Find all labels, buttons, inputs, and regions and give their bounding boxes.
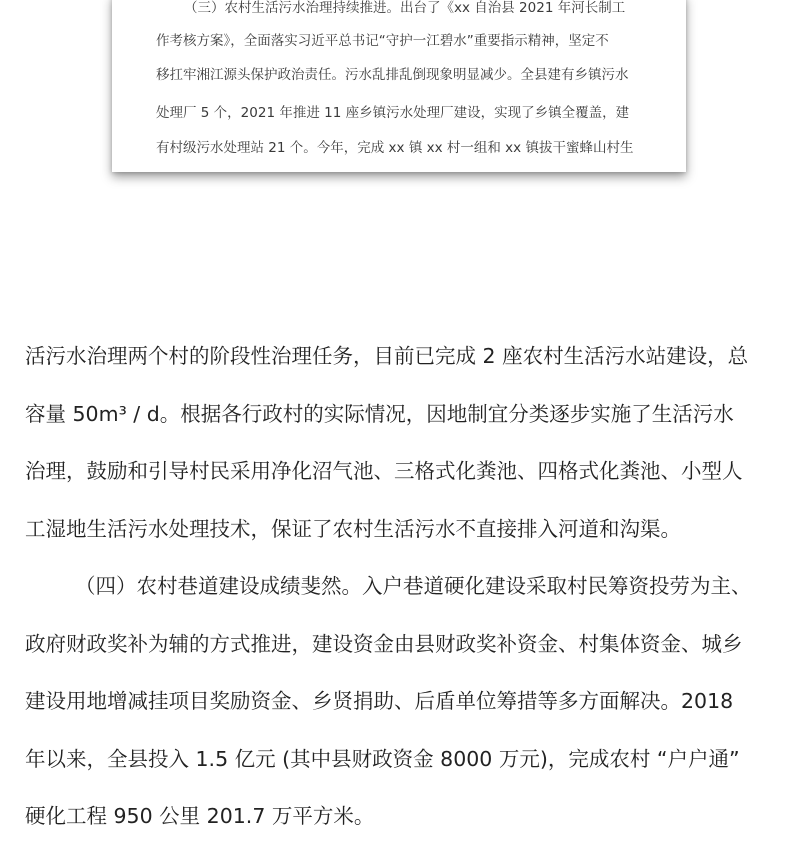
preview-paragraph-line: （三）农村生活污水治理持续推进。出台了《xx 自治县 2021 年河长制工 xyxy=(184,0,626,16)
document-body xyxy=(25,328,777,846)
body-text-line: 政府财政奖补为辅的方式推进，建设资金由县财政奖补资金、村集体资金、城乡 xyxy=(25,631,743,656)
body-text-line: 活污水治理两个村的阶段性治理任务，目前已完成 2 座农村生活污水站建设，总 xyxy=(25,344,749,368)
body-text-line: 建设用地增减挂项目奖励资金、乡贤捐助、后盾单位筹措等多方面解决。2018 xyxy=(25,689,734,713)
section-heading-line: （四）农村巷道建设成绩斐然。入户巷道硬化建设采取村民筹资投劳为主、 xyxy=(75,574,752,598)
preview-paragraph-line: 有村级污水处理站 21 个。今年，完成 xx 镇 xx 村一组和 xx 镇拔干蜜蜂山村生 xyxy=(156,140,634,156)
document-preview-card xyxy=(112,0,686,172)
preview-paragraph-line: 作考核方案》，全面落实习近平总书记“守护一江碧水”重要指示精神，坚定不 xyxy=(156,33,609,49)
body-text-line: 硬化工程 950 公里 201.7 万平方米。 xyxy=(25,804,375,828)
body-text-line: 年以来，全县投入 1.5 亿元 (其中县财政资金 8000 万元)，完成农村 “户户通” xyxy=(25,746,740,771)
body-text-line: 容量 50m³ / d。根据各行政村的实际情况，因地制宜分类逐步实施了生活污水 xyxy=(25,401,734,426)
preview-paragraph-line: 移扛牢湘江源头保护政治责任。污水乱排乱倒现象明显减少。全县建有乡镇污水 xyxy=(156,67,629,83)
body-text-line: 治理，鼓励和引导村民采用净化沼气池、三格式化粪池、四格式化粪池、小型人 xyxy=(25,459,743,483)
body-text-line: 工湿地生活污水处理技术，保证了农村生活污水不直接排入河道和沟渠。 xyxy=(25,516,681,541)
preview-paragraph-line: 处理厂 5 个，2021 年推进 11 座乡镇污水处理厂建设，实现了乡镇全覆盖，建 xyxy=(156,105,630,121)
